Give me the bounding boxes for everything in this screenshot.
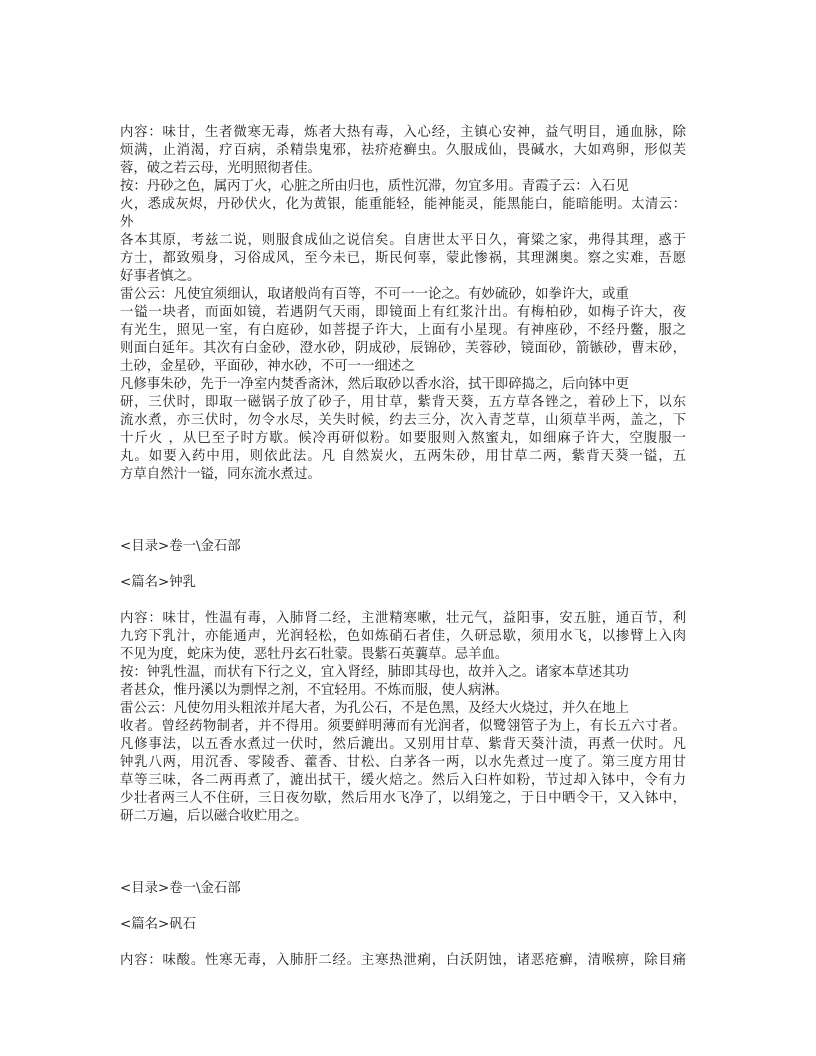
text-line: 好事者慎之。	[120, 269, 201, 284]
text-line: 各本其原，考兹二说，则服食成仙之说信矣。自唐世太平日久，膏粱之家，弗得其理，惑于	[120, 233, 686, 248]
entry-dansha	[120, 124, 686, 484]
text-line: 火，悉成灰烬，丹砂伏火，化为黄银，能重能轻，能神能灵，能黑能白，能暗能明。太清云：	[120, 197, 686, 212]
section-spacer	[120, 484, 686, 538]
text-line: 研二万遍，后以磁合收贮用之。	[120, 809, 308, 824]
text-line: 十斤火 ，从巳至子时方歇。候冷再研似粉。如要服则入熬蜜丸，如细麻子许大，空腹服一	[120, 431, 686, 446]
text-line: 外	[120, 215, 134, 230]
text-line: 九窍下乳汁，亦能通声，光润轻松，色如炼硝石者佳，久研忌歇，须用水飞，以掺臂上入肉	[120, 629, 686, 644]
entry-title: <篇名>钟乳	[120, 575, 197, 590]
paragraph-leigong	[120, 286, 686, 484]
spacer	[120, 592, 686, 610]
paragraph-note	[120, 178, 686, 286]
text-line: 钟乳八两，用沉香、零陵香、藿香、甘松、白茅各一两，以水先煮过一度了。第三度方用甘	[120, 755, 686, 770]
paragraph-leigong	[120, 700, 686, 826]
text-line: 凡修事朱砂，先于一净室内焚香斋沐，然后取砂以香水浴，拭干即碎捣之，后向钵中更	[120, 377, 629, 392]
paragraph-note	[120, 664, 686, 700]
text-line: 蓉，破之若云母，光明照彻者佳。	[120, 161, 321, 176]
text-line: 不见为度，蛇床为使，恶牡丹玄石牡蒙。畏紫石英蘘草。忌羊血。	[120, 647, 509, 662]
document-page	[120, 124, 686, 970]
paragraph-content	[120, 124, 686, 178]
paragraph-content	[120, 952, 686, 970]
text-line: 内容：味甘，性温有毒，入肺肾二经，主泄精寒嗽，壮元气，益阳事，安五脏，通百节，利	[120, 611, 686, 626]
text-line: 有光生，照见一室，有白庭砂，如菩提子许大，上面有小星现。有神座砂，不经丹鳖，服之	[120, 323, 686, 338]
text-line: 内容：味甘，生者微寒无毒，炼者大热有毒，入心经，主镇心安神，益气明目，通血脉，除	[120, 125, 686, 140]
section-spacer	[120, 826, 686, 880]
text-line: 烦满，止消渴，疗百病，杀精祟鬼邪，祛疥疮癣虫。久服成仙，畏碱水，大如鸡卵，形似芙	[120, 143, 686, 158]
catalog-heading: <目录>卷一\金石部	[120, 881, 241, 896]
entry-fanshi	[120, 880, 686, 970]
text-line: 者甚众，惟丹溪以为剽悍之剂，不宜轻用。不炼而服，使人病淋。	[120, 683, 509, 698]
spacer	[120, 934, 686, 952]
text-line: 研，三伏时，即取一磁锅子放了砂子，用甘草，紫背天葵，五方草各锉之，着砂上下，以东	[120, 395, 686, 410]
text-line: 收者。曾经药物制者，并不得用。须要鲜明薄而有光润者，似鹭翎管子为上，有长五六寸者。	[120, 719, 686, 734]
text-line: 土砂，金星砂，平面砂，神水砂，不可一一细述之	[120, 359, 415, 374]
text-line: 丸。如要入药中用，则依此法。凡 自然炭火，五两朱砂，用甘草二两，紫背天葵一镒，五	[120, 449, 686, 464]
text-line: 流水煮，亦三伏时，勿令水尽，关失时候，约去三分，次入青芝草，山须草半两，盖之，下	[120, 413, 686, 428]
spacer	[120, 898, 686, 916]
text-line: 则面白延年。其次有白金砂，澄水砂，阴成砂，辰锦砂，芙蓉砂，镜面砂，箭镞砂，曹末砂，	[120, 341, 686, 356]
text-line: 内容：味酸。性寒无毒，入肺肝二经。主寒热泄痢，白沃阴蚀，诸恶疮癣，清喉痹，除目痛	[120, 953, 686, 968]
text-line: 方草自然汁一镒，同东流水煮过。	[120, 467, 321, 482]
text-line: 方士，都致殒身，习俗成风，至今未已，斯民何辜，蒙此惨祸，其理渊奥。察之实难，吾愿	[120, 251, 686, 266]
text-line: 雷公云：凡使宜须细认，取诸般尚有百等，不可一一论之。有妙硫砂，如拳许大，或重	[120, 287, 629, 302]
text-line: 凡修事法，以五香水煮过一伏时，然后漉出。又别用甘草、紫背天葵汁渍，再煮一伏时。凡	[120, 737, 686, 752]
text-line: 按：钟乳性温，而状有下行之义，宜入肾经，肺即其母也，故并入之。诸家本草述其功	[120, 665, 629, 680]
paragraph-content	[120, 610, 686, 664]
text-line: 少壮者两三人不住研，三日夜勿歇，然后用水飞净了，以绢笼之，于日中晒令干，又入钵中，	[120, 791, 686, 806]
catalog-heading: <目录>卷一\金石部	[120, 539, 241, 554]
text-line: 草等三味，各二两再煮了，漉出拭干，缓火焙之。然后入臼杵如粉，节过却入钵中，令有力	[120, 773, 686, 788]
text-line: 一镒一块者，而面如镜，若遇阴气天雨，即镜面上有红浆汁出。有梅柏砂，如梅子许大，夜	[120, 305, 686, 320]
text-line: 按：丹砂之色，属丙丁火，心脏之所由归也，质性沉滞，勿宜多用。青霞子云：入石见	[120, 179, 629, 194]
spacer	[120, 556, 686, 574]
text-line: 雷公云：凡使勿用头粗浓并尾大者，为孔公石，不是色黑，及经大火烧过，并久在地上	[120, 701, 629, 716]
entry-title: <篇名>矾石	[120, 917, 197, 932]
entry-zhongru	[120, 538, 686, 826]
